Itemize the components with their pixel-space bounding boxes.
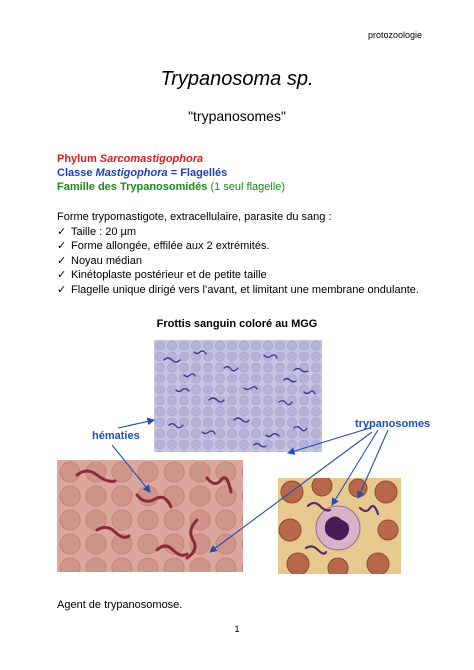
classe-suffix: = Flagellés	[167, 167, 228, 179]
header-note: protozoologie	[367, 30, 422, 40]
classe-prefix: Classe	[57, 167, 96, 179]
page-number: 1	[234, 624, 240, 634]
list-item: ✓ Taille : 20 µm	[57, 225, 137, 238]
footer-text: Agent de trypanosomose.	[57, 599, 183, 611]
label-hematies: hématies	[92, 430, 140, 442]
check-icon: ✓	[57, 225, 67, 238]
list-item: ✓ Noyau médian	[57, 254, 142, 267]
page-title: Trypanosoma sp.	[160, 68, 314, 90]
arrow-trypano-low	[288, 428, 370, 453]
list-item: ✓ Forme allongée, effilée aux 2 extrémités.	[57, 240, 270, 252]
check-icon: ✓	[57, 283, 67, 296]
list-item: ✓ Kinétoplaste postérieur et de petite taille	[57, 269, 267, 281]
description-intro: Forme trypomastigote, extracellulaire, parasite du sang :	[57, 211, 332, 223]
arrow-trypano-pink	[210, 432, 372, 552]
check-icon: ✓	[57, 240, 67, 252]
phylum-name: Sarcomastigophora	[99, 153, 204, 165]
phylum-prefix: Phylum	[57, 153, 100, 165]
classe-name: Mastigophora	[95, 167, 168, 179]
figure-title: Frottis sanguin coloré au MGG	[156, 318, 318, 330]
list-item: ✓ Flagelle unique dirigé vers l’avant, et limitant une membrane ondulante.	[57, 283, 419, 296]
check-icon: ✓	[57, 254, 67, 267]
famille-note: (1 seul flagelle)	[207, 181, 286, 193]
famille-text: Famille des Trypanosomidés	[57, 181, 208, 193]
arrow-trypano-right-2	[358, 430, 388, 498]
arrow-hematies-low	[118, 420, 154, 428]
label-trypanosomes: trypanosomes	[355, 418, 431, 430]
check-icon: ✓	[57, 269, 67, 281]
arrow-hematies-high	[112, 445, 150, 492]
page-subtitle: "trypanosomes"	[188, 108, 286, 124]
